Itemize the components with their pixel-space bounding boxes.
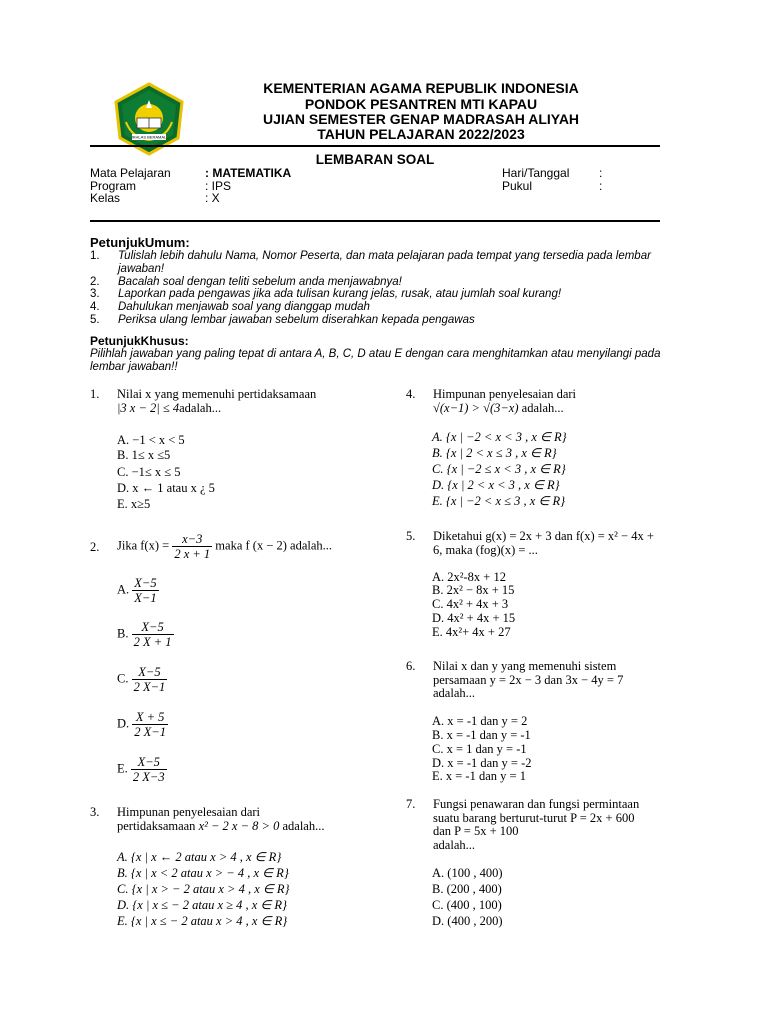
q3-option-c[interactable]: C. {x | x > − 2 atau x > 4 , x ∈ R} — [117, 882, 290, 896]
q1-text: Nilai x yang memenuhi pertidaksamaan — [117, 387, 317, 401]
q1-tail: adalah... — [179, 400, 222, 415]
question-5: 5. Diketahui g(x) = 2x + 3 dan f(x) = x² − 4x + 6, maka (fog)(x) = ... — [406, 529, 654, 557]
q2-option-c[interactable]: C. $\frac{X-5}{2 X-1}$ — [117, 665, 166, 694]
instruction-item: 1. Tulislah lebih dahulu Nama, Nomor Peserta, dan mata pelajaran pada tempat yang tersedia pada lembar jawaban! — [90, 250, 651, 275]
question-7: 7. Fungsi penawaran dan fungsi permintaan suatu barang berturut-turut P = 2x + 600 dan P = 5x + 100 adalah... — [406, 797, 640, 852]
q7-option-d[interactable]: D. (400 , 200) — [432, 914, 503, 928]
q5-option-b[interactable]: B. 2x² − 8x + 15 — [432, 583, 515, 597]
q2-option-a[interactable]: A. $\frac{X-5}{X-1}$ — [117, 576, 157, 605]
q4-option-e[interactable]: E. {x | −2 < x ≤ 3 , x ∈ R} — [432, 494, 566, 508]
q3-expression: x² − 2 x − 8 > 0 — [198, 818, 280, 833]
q4-text: Himpunan penyelesaian dari — [433, 387, 577, 401]
q3-option-b[interactable]: B. {x | x < 2 atau x > − 4 , x ∈ R} — [117, 866, 289, 880]
q1-option-b[interactable]: B. 1≤ x ≤5 — [117, 448, 171, 462]
header-exam: UJIAN SEMESTER GENAP MADRASAH ALIYAH — [262, 111, 580, 127]
q5-text: Diketahui g(x) = 2x + 3 dan f(x) = x² − 4x + — [433, 529, 654, 543]
mapel-value: : MATEMATIKA — [205, 166, 292, 180]
q7-option-c[interactable]: C. (400 , 100) — [432, 898, 502, 912]
q2-option-e[interactable]: E. $\frac{X-5}{2 X-3}$ — [117, 755, 165, 784]
q1-option-e[interactable]: E. x≥5 — [117, 497, 151, 511]
petunjuk-khusus-text: Pilihlah jawaban yang paling tepat di antara A, B, C, D atau E dengan cara menghitamkan atau menyilangi pada lembar jawaban!! — [90, 348, 661, 373]
q7-text: Fungsi penawaran dan fungsi permintaan — [433, 797, 640, 811]
petunjuk-umum-list — [90, 250, 670, 327]
header-school: PONDOK PESANTREN MTI KAPAU — [304, 96, 538, 112]
question-1: 1. Nilai x yang memenuhi pertidaksamaan |3 x − 2| ≤ 4adalah... — [90, 387, 317, 415]
q7-text-4: adalah... — [433, 837, 475, 852]
petunjuk-umum-heading: PetunjukUmum: — [90, 235, 190, 250]
sheet-title: LEMBARAN SOAL — [315, 152, 435, 167]
q7-text-2: suatu barang berturut-turut P = 2x + 600 — [433, 810, 635, 825]
question-3: 3. Himpunan penyelesaian dari pertidaksamaan x² − 2 x − 8 > 0 adalah... — [90, 805, 325, 833]
q6-option-d[interactable]: D. x = -1 dan y = -2 — [432, 756, 532, 770]
q4-option-d[interactable]: D. {x | 2 < x < 3 , x ∈ R} — [432, 478, 560, 492]
header-rule — [90, 145, 660, 147]
q4-option-b[interactable]: B. {x | 2 < x ≤ 3 , x ∈ R} — [432, 446, 557, 460]
q5-option-c[interactable]: C. 4x² + 4x + 3 — [432, 597, 509, 611]
question-4: 4. Himpunan penyelesaian dari √(x−1) > √(3−x) adalah... — [406, 387, 577, 415]
q1-expression: |3 x − 2| ≤ 4 — [117, 400, 180, 415]
program-label: Program — [90, 178, 137, 193]
header-year: TAHUN PELAJARAN 2022/2023 — [317, 126, 525, 142]
q4-option-a[interactable]: A. {x | −2 < x < 3 , x ∈ R} — [432, 430, 567, 444]
instruction-item: 4. Dahulukan menjawab soal yang dianggap mudah — [90, 301, 370, 314]
pukul-value: : — [599, 178, 603, 193]
q2-option-d[interactable]: D. $\frac{X + 5}{2 X-1}$ — [117, 710, 166, 739]
q6-option-c[interactable]: C. x = 1 dan y = -1 — [432, 742, 527, 756]
hari-label: Hari/Tanggal — [502, 166, 570, 180]
q7-text-3: dan P = 5x + 100 — [433, 824, 519, 838]
q2-pre: Jika f(x) = — [117, 538, 170, 553]
info-left — [90, 167, 291, 205]
q5-text-2: 6, maka (fog)(x) = ... — [433, 542, 538, 557]
q6-text-2: persamaan y = 2x − 3 dan 3x − 4y = 7 — [433, 672, 624, 687]
q6-option-e[interactable]: E. x = -1 dan y = 1 — [432, 769, 526, 783]
q3-option-d[interactable]: D. {x | x ≤ − 2 atau x ≥ 4 , x ∈ R} — [117, 898, 288, 912]
q7-option-b[interactable]: B. (200 , 400) — [432, 882, 502, 896]
kelas-value: : X — [205, 191, 220, 205]
q3-text: Himpunan penyelesaian dari — [117, 805, 261, 819]
logo-motto: IKHLAS BERAMAL — [131, 134, 167, 140]
q6-text: Nilai x dan y yang memenuhi sistem — [433, 659, 617, 673]
info-rule — [90, 220, 660, 222]
hari-value: : — [599, 166, 603, 180]
q3-text-2: pertidaksamaan — [117, 818, 196, 833]
q6-text-3: adalah... — [433, 686, 475, 700]
q3-option-e[interactable]: E. {x | x ≤ − 2 atau x > 4 , x ∈ R} — [117, 914, 288, 928]
q4-option-c[interactable]: C. {x | −2 ≤ x < 3 , x ∈ R} — [432, 462, 566, 476]
q5-option-d[interactable]: D. 4x² + 4x + 15 — [432, 611, 516, 625]
q2-option-b[interactable]: B. $\frac{X-5}{2 X + 1}$ — [117, 620, 172, 649]
kelas-label: Kelas — [90, 191, 121, 205]
mapel-label: Mata Pelajaran — [90, 166, 171, 180]
question-6: 6. Nilai x dan y yang memenuhi sistem persamaan y = 2x − 3 dan 3x − 4y = 7 adalah... — [406, 659, 624, 700]
info-right — [502, 167, 602, 192]
q3-tail: adalah... — [282, 818, 325, 833]
q3-option-a[interactable]: A. {x | x ← 2 atau x > 4 , x ∈ R} — [117, 850, 282, 864]
pukul-label: Pukul — [502, 178, 533, 193]
instruction-item: 5. Periksa ulang lembar jawaban sebelum diserahkan kepada pengawas — [90, 313, 475, 326]
program-value: : IPS — [205, 178, 232, 193]
q4-expression: √(x−1) > √(3−x) — [433, 400, 519, 415]
header-ministry: KEMENTERIAN AGAMA REPUBLIK INDONESIA — [263, 80, 579, 96]
q5-option-a[interactable]: A. 2x²-8x + 12 — [432, 570, 506, 584]
question-2: 2. Jika f(x) = $\frac{x-3}{2 x + 1}$ maka f (x − 2) adalah... — [90, 532, 333, 561]
q2-fraction: $\frac{x-3}{2 x + 1}$ — [174, 532, 211, 561]
q6-option-a[interactable]: A. x = -1 dan y = 2 — [432, 714, 528, 728]
q2-post: maka f (x − 2) adalah... — [215, 538, 333, 553]
q4-tail: adalah... — [521, 400, 564, 415]
q6-option-b[interactable]: B. x = -1 dan y = -1 — [432, 728, 531, 742]
instruction-item: 3. Laporkan pada pengawas jika ada tulisan kurang jelas, rusak, atau jumlah soal kurang! — [90, 288, 562, 301]
q7-option-a[interactable]: A. (100 , 400) — [432, 866, 503, 880]
petunjuk-khusus-heading: PetunjukKhusus: — [90, 334, 189, 348]
instruction-item: 2. Bacalah soal dengan teliti sebelum anda menjawabnya! — [90, 275, 402, 288]
q1-option-a[interactable]: A. −1 < x < 5 — [117, 433, 185, 447]
q1-option-d[interactable]: D. x ← 1 atau x ¿ 5 — [117, 481, 215, 495]
q5-option-e[interactable]: E. 4x²+ 4x + 27 — [432, 625, 511, 639]
q1-option-c[interactable]: C. −1≤ x ≤ 5 — [117, 465, 181, 479]
